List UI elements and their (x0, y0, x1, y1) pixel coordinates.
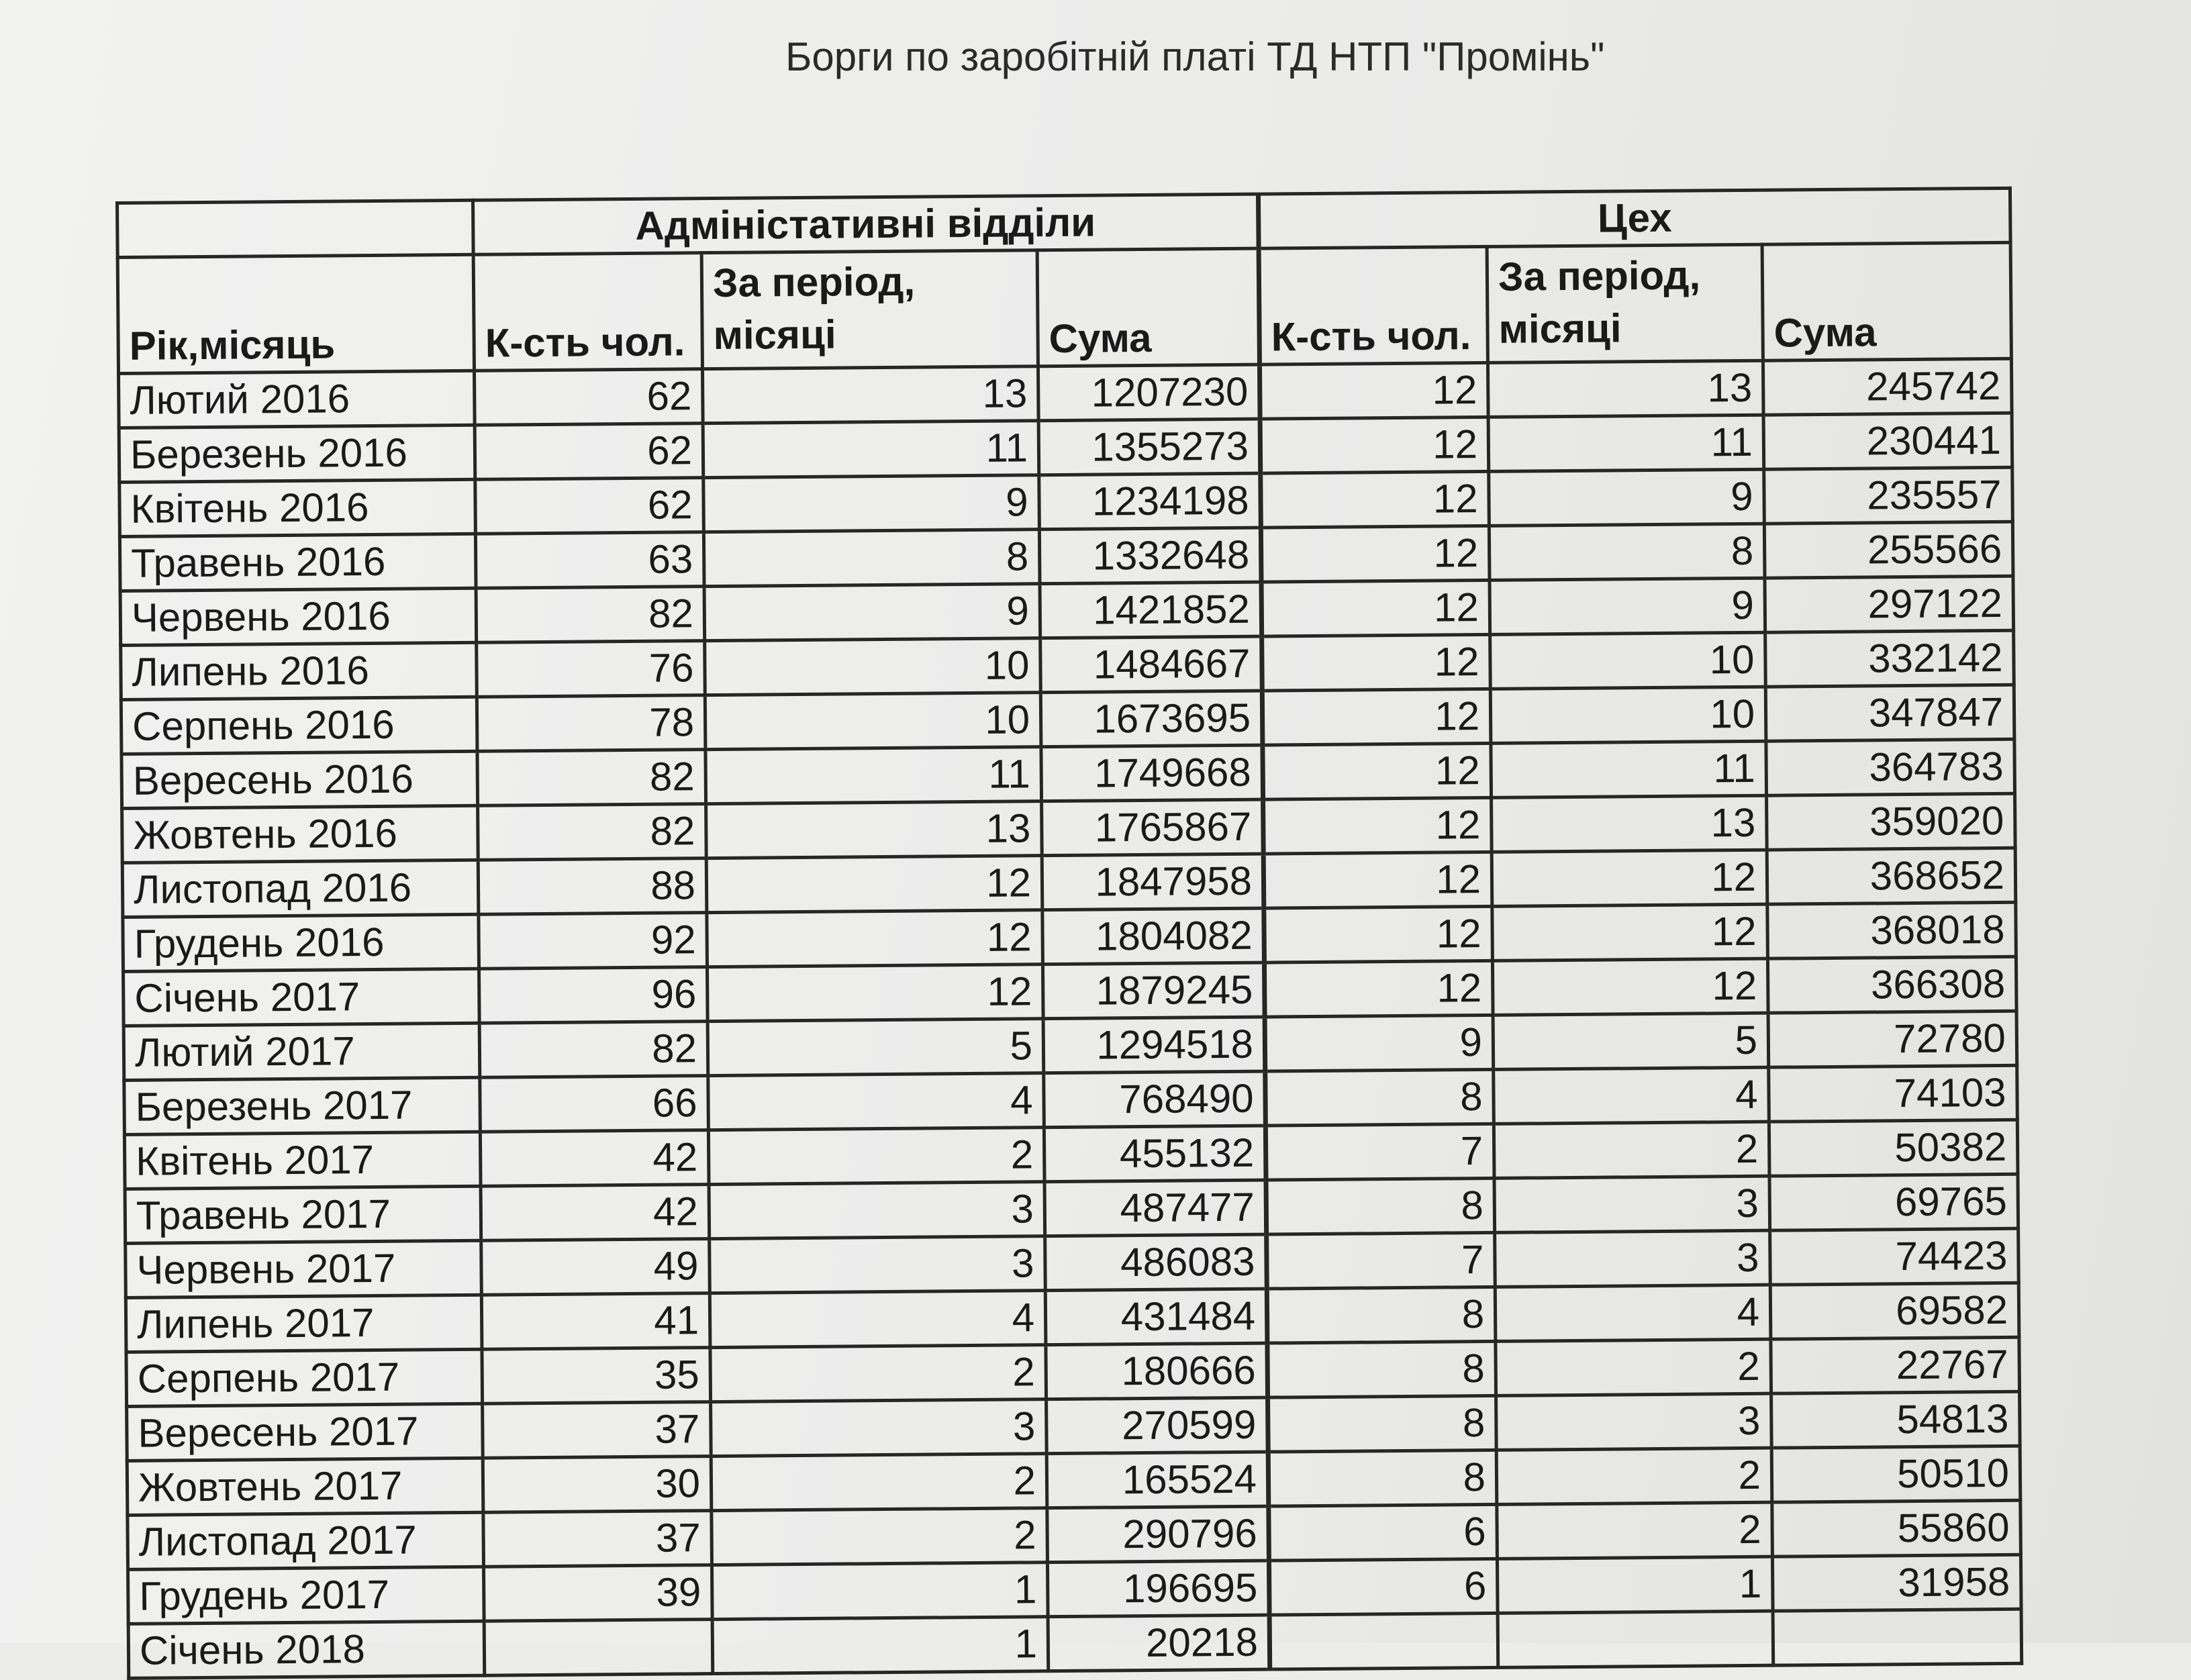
cell-admin-people: 88 (478, 858, 707, 915)
cell-month: Січень 2018 (128, 1621, 485, 1678)
cell-admin-sum: 1484667 (1040, 636, 1263, 693)
cell-month: Квітень 2016 (119, 479, 476, 536)
cell-shop-period: 5 (1493, 1013, 1769, 1069)
cell-shop-period: 10 (1490, 687, 1766, 743)
cell-admin-sum: 1234198 (1039, 473, 1261, 530)
cell-admin-period: 8 (703, 530, 1040, 587)
cell-admin-sum: 1765867 (1042, 799, 1264, 856)
cell-shop-sum: 72780 (1768, 1011, 2017, 1067)
cell-month: Вересень 2017 (127, 1403, 483, 1461)
cell-shop-sum: 368652 (1767, 848, 2016, 904)
cell-admin-people: 66 (480, 1076, 709, 1132)
cell-shop-period: 4 (1494, 1067, 1769, 1124)
cell-shop-people: 12 (1263, 852, 1492, 908)
cell-shop-sum: 230441 (1763, 413, 2012, 469)
column-header-admin-sum: Сума (1037, 248, 1259, 366)
cell-month: Січень 2017 (124, 969, 480, 1026)
cell-shop-people: 12 (1261, 471, 1490, 528)
cell-admin-period: 4 (710, 1291, 1046, 1348)
cell-month: Березень 2016 (119, 425, 475, 482)
cell-shop-period: 13 (1488, 360, 1763, 417)
cell-shop-sum: 69582 (1770, 1283, 2019, 1339)
cell-admin-people (484, 1620, 713, 1676)
cell-shop-people: 8 (1267, 1341, 1496, 1397)
cell-admin-sum: 1332648 (1039, 528, 1261, 584)
cell-admin-people: 37 (483, 1511, 712, 1567)
cell-shop-sum: 364783 (1766, 739, 2015, 795)
cell-admin-people: 62 (474, 369, 703, 426)
cell-shop-sum: 31958 (1772, 1554, 2021, 1611)
cell-shop-people: 12 (1261, 580, 1490, 636)
cell-admin-people: 78 (477, 695, 705, 752)
cell-admin-sum: 487477 (1044, 1180, 1267, 1236)
cell-admin-sum: 290796 (1047, 1506, 1269, 1563)
cell-admin-period: 2 (711, 1454, 1047, 1511)
cell-admin-people: 82 (478, 804, 707, 860)
cell-admin-people: 96 (479, 967, 708, 1024)
cell-month: Квітень 2017 (124, 1132, 481, 1189)
cell-month: Серпень 2016 (121, 697, 477, 754)
column-header-admin-period: За період, місяці (701, 250, 1038, 369)
cell-admin-sum: 270599 (1046, 1397, 1269, 1454)
cell-admin-people: 82 (477, 750, 706, 806)
cell-shop-people: 9 (1265, 1015, 1494, 1071)
cell-shop-period: 11 (1491, 741, 1767, 797)
table-body (119, 358, 2022, 1678)
cell-month: Жовтень 2016 (122, 805, 479, 862)
group-header-empty (117, 200, 474, 257)
cell-month: Грудень 2016 (123, 914, 479, 971)
cell-admin-people: 62 (475, 424, 703, 480)
cell-shop-period: 12 (1492, 904, 1768, 960)
cell-admin-period: 13 (702, 366, 1038, 424)
cell-shop-period: 11 (1488, 415, 1764, 471)
document-title: Борги по заробітній платі ТД НТП "Промінь" (785, 34, 1605, 79)
cell-admin-people: 41 (481, 1293, 710, 1350)
cell-shop-sum: 245742 (1763, 358, 2012, 415)
cell-shop-people: 7 (1265, 1124, 1494, 1180)
cell-shop-period: 9 (1490, 578, 1765, 634)
cell-month: Червень 2016 (120, 588, 477, 645)
cell-admin-period: 12 (707, 910, 1043, 967)
cell-admin-period: 4 (708, 1073, 1044, 1130)
cell-admin-sum: 486083 (1045, 1234, 1267, 1291)
cell-shop-people: 6 (1269, 1559, 1498, 1615)
cell-shop-people: 12 (1263, 797, 1492, 854)
cell-admin-people: 76 (477, 641, 705, 697)
column-header-shop-people: К-сть чол. (1259, 246, 1488, 364)
cell-shop-sum: 359020 (1767, 793, 2016, 850)
cell-shop-period: 2 (1496, 1339, 1771, 1395)
cell-shop-people: 12 (1261, 526, 1490, 582)
cell-admin-sum: 1294518 (1043, 1017, 1265, 1073)
cell-admin-people: 92 (479, 913, 708, 969)
cell-month: Липень 2017 (126, 1295, 482, 1352)
cell-shop-sum: 54813 (1771, 1391, 2020, 1448)
cell-month: Грудень 2017 (128, 1567, 485, 1624)
cell-admin-sum: 1355273 (1038, 419, 1261, 475)
cell-admin-period: 12 (707, 965, 1043, 1022)
cell-admin-sum: 20218 (1048, 1615, 1270, 1671)
cell-shop-period: 3 (1494, 1176, 1770, 1232)
cell-shop-period: 3 (1496, 1393, 1772, 1450)
cell-shop-period: 12 (1492, 958, 1768, 1015)
cell-shop-sum: 22767 (1771, 1337, 2020, 1393)
cell-shop-sum: 50510 (1771, 1446, 2020, 1502)
cell-admin-people: 42 (480, 1130, 709, 1187)
cell-month: Травень 2016 (119, 534, 476, 591)
cell-shop-sum: 55860 (1772, 1500, 2021, 1557)
cell-shop-people: 8 (1266, 1178, 1495, 1234)
cell-month: Травень 2017 (125, 1186, 481, 1243)
cell-shop-people: 8 (1268, 1450, 1497, 1506)
cell-admin-period: 3 (710, 1236, 1046, 1293)
cell-shop-sum: 368018 (1767, 902, 2016, 958)
cell-admin-sum: 1879245 (1042, 962, 1265, 1019)
cell-shop-people: 8 (1268, 1395, 1497, 1452)
cell-admin-sum: 1207230 (1038, 364, 1260, 421)
cell-admin-people: 63 (475, 532, 704, 589)
cell-shop-people: 6 (1269, 1504, 1498, 1561)
cell-admin-period: 10 (705, 638, 1041, 695)
cell-shop-people: 12 (1262, 634, 1491, 691)
cell-shop-period: 13 (1492, 795, 1767, 852)
cell-shop-period: 1 (1497, 1557, 1773, 1613)
cell-admin-sum: 180666 (1046, 1343, 1268, 1399)
cell-shop-period: 9 (1489, 469, 1765, 526)
cell-shop-people: 7 (1267, 1232, 1496, 1289)
cell-admin-people: 82 (479, 1022, 708, 1078)
cell-shop-period: 12 (1492, 850, 1767, 906)
cell-admin-period: 11 (703, 421, 1039, 478)
cell-admin-sum: 165524 (1046, 1452, 1269, 1508)
debt-table-wrapper (115, 187, 2020, 1673)
cell-shop-sum: 74103 (1769, 1065, 2018, 1122)
cell-shop-period: 10 (1490, 632, 1766, 689)
cell-shop-people: 8 (1267, 1287, 1496, 1343)
cell-admin-people: 82 (476, 587, 705, 643)
cell-admin-period: 5 (708, 1019, 1044, 1076)
cell-month: Лютий 2017 (124, 1023, 480, 1080)
cell-admin-period: 9 (704, 584, 1040, 641)
cell-shop-people: 12 (1264, 906, 1493, 962)
cell-month: Серпень 2017 (126, 1349, 483, 1406)
cell-shop-period (1498, 1611, 1773, 1667)
cell-month: Березень 2017 (124, 1077, 481, 1134)
cell-admin-sum: 768490 (1044, 1071, 1266, 1128)
cell-admin-people: 30 (483, 1456, 712, 1513)
cell-month: Листопад 2017 (128, 1512, 484, 1569)
cell-admin-people: 35 (482, 1348, 711, 1404)
column-header-admin-people: К-сть чол. (473, 253, 702, 371)
cell-shop-people: 12 (1264, 960, 1493, 1017)
cell-admin-sum: 1804082 (1042, 908, 1265, 965)
cell-shop-period: 3 (1495, 1230, 1771, 1287)
cell-admin-period: 1 (712, 1563, 1048, 1620)
cell-admin-period: 9 (703, 475, 1040, 532)
cell-month: Червень 2017 (126, 1240, 482, 1297)
cell-shop-period: 8 (1489, 524, 1765, 580)
cell-month: Липень 2016 (121, 642, 477, 699)
cell-admin-sum: 455132 (1044, 1126, 1266, 1182)
group-header-admin: Адміністативні відділи (473, 194, 1259, 254)
cell-admin-period: 10 (705, 693, 1041, 750)
cell-admin-period: 3 (711, 1399, 1047, 1456)
cell-admin-people: 62 (475, 478, 704, 534)
column-header-row (117, 242, 2011, 373)
cell-admin-sum: 1673695 (1040, 691, 1263, 747)
cell-admin-sum: 1847958 (1042, 854, 1264, 910)
cell-shop-people (1269, 1613, 1498, 1669)
cell-admin-period: 13 (706, 801, 1042, 858)
cell-admin-people: 39 (483, 1565, 712, 1622)
cell-admin-people: 49 (481, 1239, 710, 1295)
cell-shop-sum: 50382 (1769, 1120, 2018, 1176)
cell-shop-sum (1773, 1609, 2022, 1665)
cell-admin-period: 12 (706, 856, 1042, 913)
cell-shop-period: 2 (1497, 1502, 1773, 1559)
column-header-shop-sum: Сума (1762, 242, 2011, 360)
cell-shop-people: 12 (1260, 417, 1489, 473)
cell-shop-sum: 332142 (1765, 630, 2014, 687)
cell-shop-sum: 255566 (1764, 522, 2013, 578)
group-header-shop: Цех (1258, 188, 2010, 248)
cell-month: Жовтень 2017 (127, 1458, 483, 1515)
cell-admin-period: 1 (712, 1617, 1049, 1674)
cell-admin-people: 37 (483, 1402, 712, 1459)
cell-admin-people: 42 (481, 1185, 710, 1241)
cell-shop-period: 2 (1496, 1448, 1772, 1504)
cell-shop-people: 8 (1265, 1069, 1494, 1126)
cell-admin-sum: 1749668 (1041, 745, 1263, 801)
cell-month: Лютий 2016 (119, 370, 475, 428)
column-header-month: Рік,місяць (117, 254, 474, 373)
cell-admin-sum: 431484 (1045, 1289, 1267, 1345)
cell-admin-period: 2 (708, 1128, 1044, 1185)
cell-shop-sum: 69765 (1769, 1174, 2018, 1230)
cell-shop-people: 12 (1259, 362, 1488, 419)
cell-month: Вересень 2016 (121, 751, 478, 808)
cell-admin-period: 2 (712, 1508, 1048, 1565)
salary-debt-table (115, 187, 2023, 1680)
cell-admin-period: 11 (705, 747, 1042, 804)
cell-shop-sum: 74423 (1770, 1228, 2019, 1285)
cell-shop-sum: 235557 (1764, 467, 2013, 524)
cell-admin-sum: 196695 (1047, 1561, 1269, 1617)
cell-admin-period: 3 (709, 1182, 1045, 1239)
column-header-shop-period: За період, місяці (1487, 244, 1763, 362)
cell-shop-period: 4 (1495, 1285, 1771, 1341)
cell-shop-people: 12 (1262, 689, 1491, 745)
cell-shop-people: 12 (1263, 743, 1492, 799)
cell-admin-period: 2 (710, 1345, 1046, 1402)
cell-shop-sum: 366308 (1767, 956, 2016, 1013)
cell-admin-sum: 1421852 (1040, 582, 1262, 638)
cell-month: Листопад 2016 (122, 860, 479, 917)
cell-shop-sum: 297122 (1765, 576, 2014, 632)
cell-shop-sum: 347847 (1765, 685, 2014, 741)
cell-shop-period: 2 (1494, 1122, 1769, 1178)
